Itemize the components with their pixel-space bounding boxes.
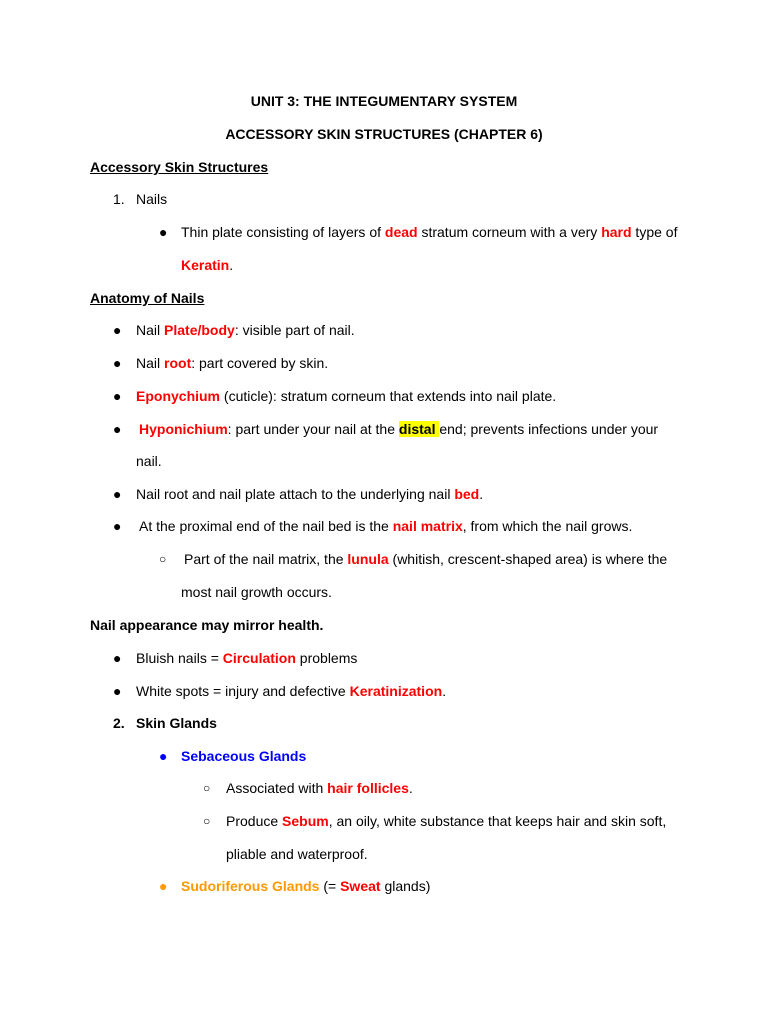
term-hyponichium: Hyponichium xyxy=(139,421,228,437)
list-item-white-spots xyxy=(136,682,446,700)
bullet-icon: ● xyxy=(159,878,168,894)
white-post: . xyxy=(442,683,447,699)
page-title: UNIT 3: THE INTEGUMENTARY SYSTEM xyxy=(250,93,518,109)
assoc-post: . xyxy=(408,780,413,796)
list-item-lunula xyxy=(184,550,667,568)
bullet-icon: ● xyxy=(113,683,122,699)
matrix-post: , from which the nail grows. xyxy=(462,518,633,534)
matrix-pre: At the proximal end of the nail bed is the xyxy=(139,518,393,534)
list-number-1: 1. xyxy=(113,191,125,207)
nail-def-text-2: stratum corneum with a very xyxy=(417,224,602,240)
list-item-skin-glands: Skin Glands xyxy=(136,715,217,731)
hyponichium-text-2: end; prevents infections under your xyxy=(439,421,659,437)
list-item-nails: Nails xyxy=(136,191,168,207)
term-lunula: lunula xyxy=(347,551,389,567)
assoc-pre: Associated with xyxy=(226,780,328,796)
sudoriferous-post: glands) xyxy=(380,878,431,894)
bullet-icon: ● xyxy=(113,518,122,534)
list-item-eponychium xyxy=(136,387,556,405)
list-item-bluish xyxy=(136,649,357,667)
list-item-associated xyxy=(226,779,413,797)
bluish-post: problems xyxy=(295,650,358,666)
term-keratin: Keratin xyxy=(181,257,230,273)
root-post: : part covered by skin. xyxy=(191,355,329,371)
circle-bullet-icon: ○ xyxy=(159,552,167,566)
produce-pre: Produce xyxy=(226,813,283,829)
heading-sudoriferous-glands: Sudoriferous Glands xyxy=(181,878,320,894)
term-nail-matrix: nail matrix xyxy=(392,518,463,534)
bullet-icon: ● xyxy=(113,486,122,502)
bullet-icon: ● xyxy=(113,355,122,371)
root-pre: Nail xyxy=(136,355,165,371)
plate-pre: Nail xyxy=(136,322,165,338)
term-plate-body: Plate/body xyxy=(164,322,235,338)
bluish-pre: Bluish nails = xyxy=(136,650,223,666)
list-number-2: 2. xyxy=(113,715,125,731)
bullet-icon: ● xyxy=(113,650,122,666)
list-item-matrix xyxy=(139,517,632,535)
plate-post: : visible part of nail. xyxy=(234,322,355,338)
nail-definition-cont xyxy=(181,256,233,274)
term-dead: dead xyxy=(384,224,418,240)
hyponichium-cont: nail. xyxy=(136,453,162,469)
term-root: root xyxy=(164,355,192,371)
bullet-icon: ● xyxy=(113,322,122,338)
list-item-root xyxy=(136,354,328,372)
nail-def-text-4: . xyxy=(229,257,234,273)
term-circulation: Circulation xyxy=(222,650,296,666)
bed-post: . xyxy=(479,486,484,502)
lunula-pre: Part of the nail matrix, the xyxy=(184,551,348,567)
lunula-post: (whitish, crescent-shaped area) is where the xyxy=(388,551,668,567)
lunula-cont: most nail growth occurs. xyxy=(181,584,332,600)
circle-bullet-icon: ○ xyxy=(203,814,211,828)
term-sweat: Sweat xyxy=(340,878,381,894)
list-item-bed xyxy=(136,485,483,503)
bullet-icon: ● xyxy=(113,388,122,404)
term-distal: distal xyxy=(398,421,440,437)
nail-def-text-1: Thin plate consisting of layers of xyxy=(181,224,385,240)
nail-def-text-3: type of xyxy=(631,224,678,240)
bullet-icon: ● xyxy=(159,748,168,764)
term-hard: hard xyxy=(601,224,632,240)
bullet-icon: ● xyxy=(159,224,168,240)
hyponichium-text-1: : part under your nail at the xyxy=(227,421,399,437)
circle-bullet-icon: ○ xyxy=(203,781,211,795)
bed-pre: Nail root and nail plate attach to the underlying nail xyxy=(136,486,455,502)
section-heading-anatomy: Anatomy of Nails xyxy=(90,290,205,306)
section-heading-health: Nail appearance may mirror health. xyxy=(90,617,324,633)
eponychium-post: (cuticle): stratum corneum that extends into nail plate. xyxy=(220,388,557,404)
list-item-plate xyxy=(136,321,355,339)
list-item-sudoriferous xyxy=(181,877,430,895)
list-item-hyponichium xyxy=(139,420,658,438)
term-bed: bed xyxy=(454,486,480,502)
sudoriferous-mid: (= xyxy=(319,878,341,894)
produce-post: , an oily, white substance that keeps hair and skin soft, xyxy=(328,813,667,829)
bullet-icon: ● xyxy=(113,421,122,437)
produce-cont: pliable and waterproof. xyxy=(226,846,368,862)
nail-definition xyxy=(181,223,677,241)
term-keratinization: Keratinization xyxy=(349,683,443,699)
white-pre: White spots = injury and defective xyxy=(136,683,350,699)
term-sebum: Sebum xyxy=(282,813,329,829)
heading-sebaceous-glands: Sebaceous Glands xyxy=(181,748,307,764)
list-item-produce xyxy=(226,812,666,830)
section-heading-accessory: Accessory Skin Structures xyxy=(90,159,269,175)
page-subtitle: ACCESSORY SKIN STRUCTURES (CHAPTER 6) xyxy=(225,126,543,142)
term-eponychium: Eponychium xyxy=(136,388,221,404)
term-hair-follicles: hair follicles xyxy=(327,780,409,796)
